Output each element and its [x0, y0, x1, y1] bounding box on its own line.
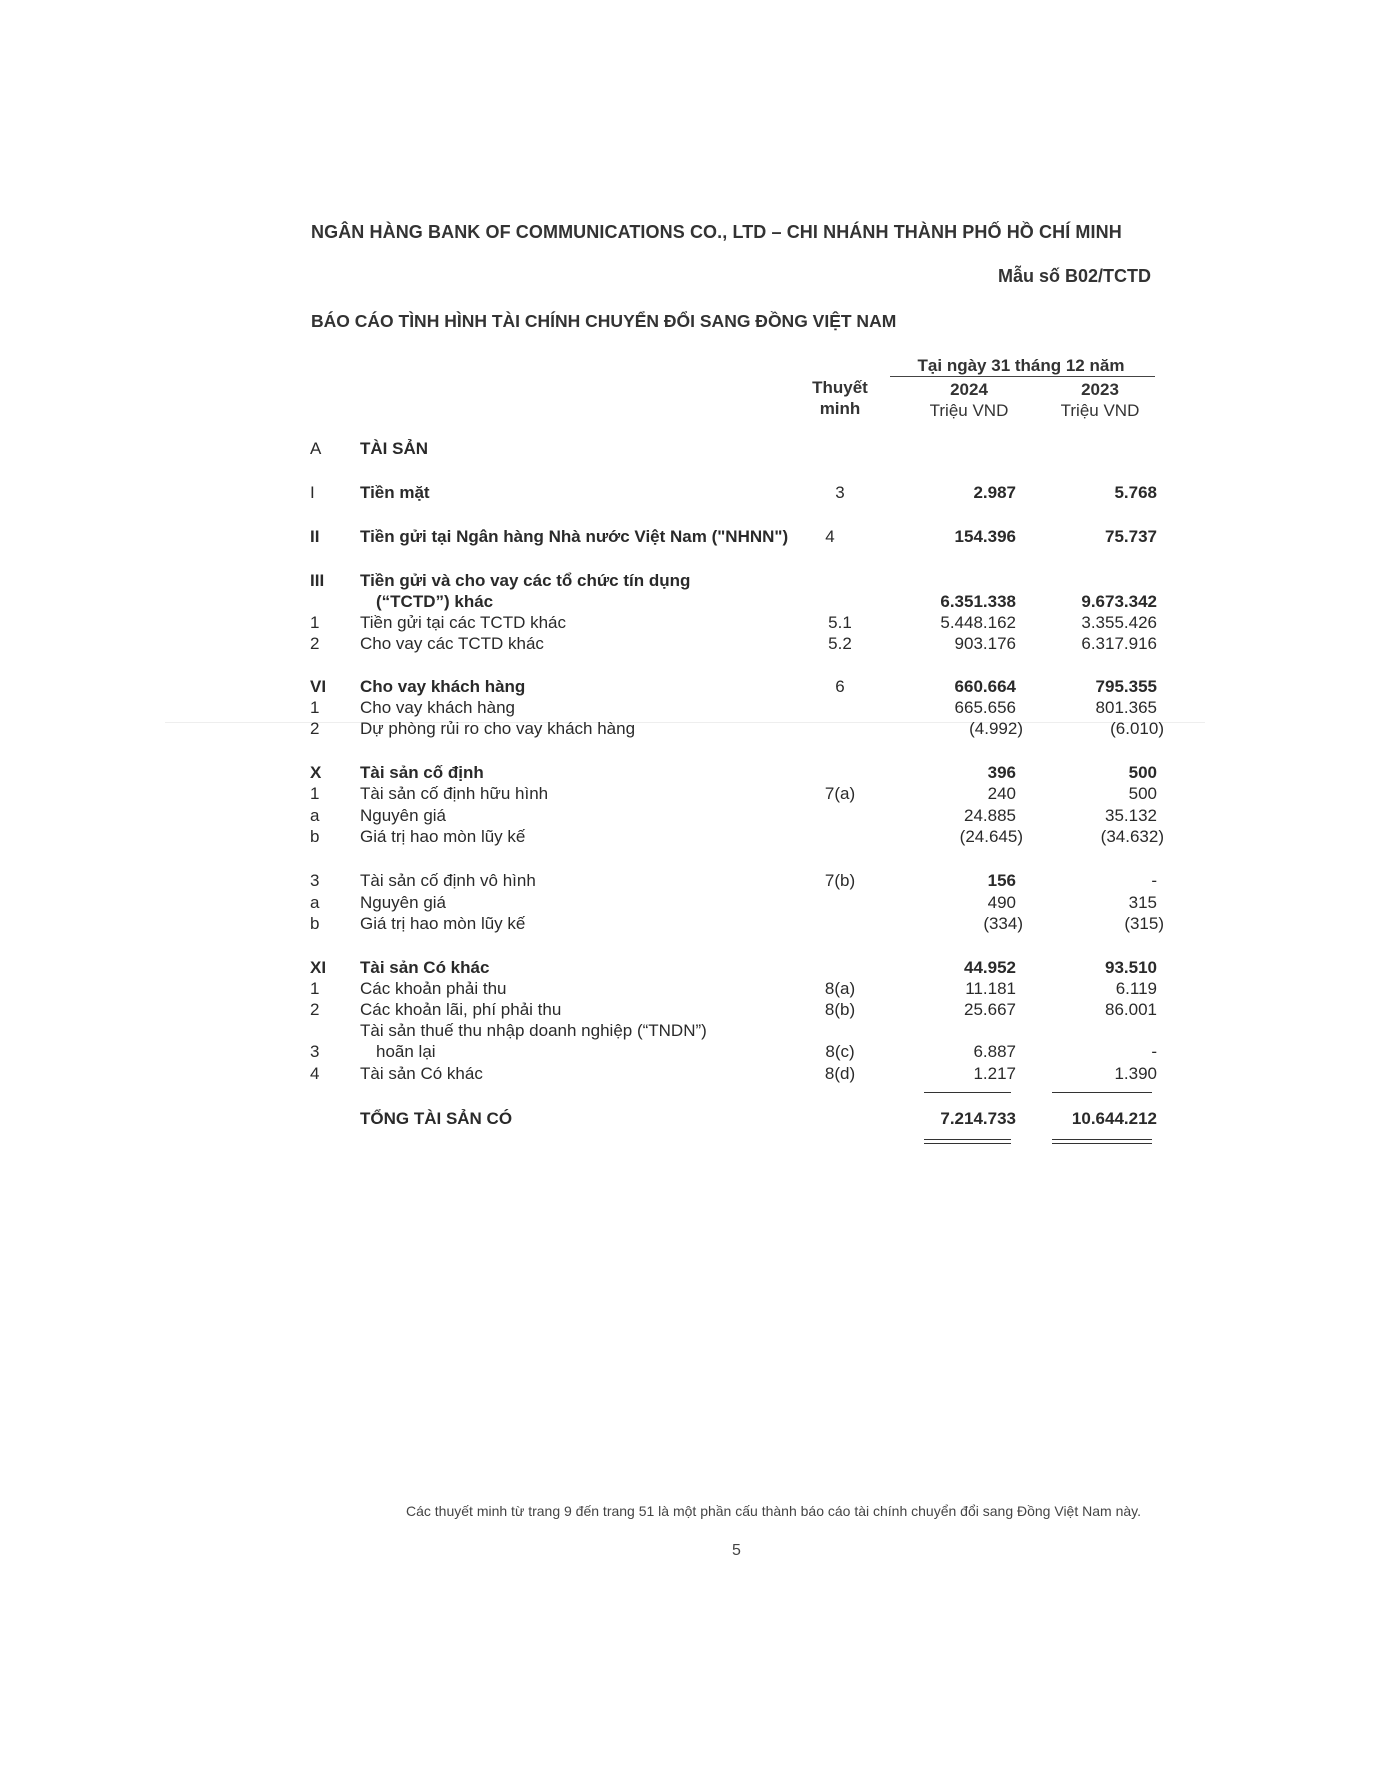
row-value-2024: 5.448.162	[940, 613, 1016, 632]
row-description: Tiền gửi tại Ngân hàng Nhà nước Việt Nam ("NHNN")	[360, 527, 789, 546]
row-value-2023: 9.673.342	[1081, 592, 1157, 611]
row-description: Tài sản Có khác	[360, 1064, 483, 1083]
row-description: Cho vay các TCTD khác	[360, 634, 544, 653]
table-row	[0, 1041, 1377, 1063]
row-value-2024: 660.664	[954, 677, 1016, 696]
row-description: Tài sản thuế thu nhập doanh nghiệp (“TNDN”)	[360, 1021, 707, 1040]
table-row	[0, 570, 1377, 592]
row-value-2024: 6.887	[973, 1042, 1016, 1061]
row-value-2024: 25.667	[964, 1000, 1016, 1019]
row-code: 1	[310, 613, 320, 632]
row-code: 3	[310, 1042, 320, 1061]
note-header-line2: minh	[819, 399, 861, 418]
row-value-2023: 75.737	[1105, 527, 1157, 546]
bank-name: NGÂN HÀNG BANK OF COMMUNICATIONS CO., LTD – CHI NHÁNH THÀNH PHỐ HỒ CHÍ MINH	[311, 222, 1122, 242]
row-description: Tài sản cố định vô hình	[360, 871, 536, 890]
row-value-2024: 396	[987, 763, 1016, 782]
table-row	[0, 482, 1377, 504]
row-description: Các khoản phải thu	[360, 979, 507, 998]
row-note: 5.2	[828, 634, 852, 653]
row-code: 1	[310, 698, 320, 717]
row-value-2024: 490	[987, 893, 1016, 912]
row-code: X	[310, 763, 322, 782]
table-row	[0, 633, 1377, 655]
row-code: I	[310, 483, 315, 502]
row-value-2024: 1.217	[973, 1064, 1016, 1083]
unit-2024-label: Triệu VND	[929, 401, 1009, 420]
row-value-2024: (4.992)	[969, 719, 1023, 738]
subtotal-line-2023	[1052, 1092, 1152, 1093]
row-value-2024: 24.885	[964, 806, 1016, 825]
row-description: (“TCTD”) khác	[376, 592, 494, 611]
row-description: Tài sản cố định	[360, 763, 484, 782]
table-row	[0, 526, 1377, 548]
note-column-header	[800, 377, 880, 419]
row-description: Nguyên giá	[360, 806, 447, 825]
row-note: 8(d)	[824, 1064, 856, 1083]
table-row	[0, 438, 1377, 460]
page-number: 5	[732, 1542, 741, 1559]
row-description: Cho vay khách hàng	[360, 698, 515, 717]
row-value-2024: 665.656	[954, 698, 1016, 717]
row-value-2023: 6.317.916	[1081, 634, 1157, 653]
row-value-2023: (315)	[1124, 914, 1164, 933]
table-row	[0, 612, 1377, 634]
report-title: BÁO CÁO TÌNH HÌNH TÀI CHÍNH CHUYỂN ĐỔI SANG ĐỒNG VIỆT NAM	[311, 311, 897, 331]
row-code: VI	[310, 677, 327, 696]
row-code: 4	[310, 1064, 320, 1083]
row-description: Nguyên giá	[360, 893, 447, 912]
form-code: Mẫu số B02/TCTD	[997, 266, 1151, 286]
row-value-2024: (334)	[983, 914, 1023, 933]
footnote: Các thuyết minh từ trang 9 đến trang 51 là một phần cấu thành báo cáo tài chính chuyển đổi sang Đồng Việt Nam này.	[406, 1503, 1141, 1519]
total-assets-label: TỔNG TÀI SẢN CÓ	[360, 1109, 513, 1128]
row-value-2023: 500	[1128, 784, 1157, 803]
row-value-2023: 3.355.426	[1081, 613, 1157, 632]
table-row	[0, 913, 1377, 935]
row-value-2023: 1.390	[1114, 1064, 1157, 1083]
total-row	[0, 1108, 1377, 1130]
table-row	[0, 870, 1377, 892]
row-value-2023: 795.355	[1095, 677, 1157, 696]
row-code: 3	[310, 871, 320, 890]
double-underline-2024-a	[924, 1139, 1011, 1140]
row-value-2023: -	[1151, 1042, 1157, 1061]
row-value-2023: (6.010)	[1110, 719, 1164, 738]
row-code: a	[310, 806, 320, 825]
row-note: 3	[835, 483, 845, 502]
row-code: 2	[310, 634, 320, 653]
period-underline	[890, 376, 1155, 377]
row-note: 4	[825, 527, 835, 546]
row-value-2023: 315	[1128, 893, 1157, 912]
table-row	[0, 892, 1377, 914]
table-row	[0, 762, 1377, 784]
row-code: 1	[310, 784, 320, 803]
table-row	[0, 676, 1377, 698]
row-value-2024: (24.645)	[959, 827, 1023, 846]
row-value-2023: 93.510	[1105, 958, 1157, 977]
row-description: Giá trị hao mòn lũy kế	[360, 914, 526, 933]
year-2023-label: 2023	[1081, 380, 1119, 399]
year-2023-header	[1043, 379, 1157, 421]
double-underline-2023-b	[1052, 1143, 1152, 1144]
row-value-2024: 11.181	[965, 979, 1016, 998]
row-value-2024: 6.351.338	[940, 592, 1016, 611]
table-row	[0, 1020, 1377, 1042]
row-value-2023: (34.632)	[1100, 827, 1164, 846]
row-value-2024: 44.952	[964, 958, 1016, 977]
table-row	[0, 826, 1377, 848]
row-description: Dự phòng rủi ro cho vay khách hàng	[360, 719, 636, 738]
note-header-line1: Thuyết	[812, 378, 868, 397]
row-code: A	[310, 439, 322, 458]
row-value-2023: 801.365	[1095, 698, 1157, 717]
row-value-2024: 903.176	[954, 634, 1016, 653]
table-row	[0, 999, 1377, 1021]
row-description: Tài sản Có khác	[360, 958, 490, 977]
total-value-2023: 10.644.212	[1071, 1109, 1157, 1128]
row-description: Tiền mặt	[360, 483, 430, 502]
year-2024-header	[912, 379, 1026, 421]
table-row	[0, 957, 1377, 979]
row-value-2023: 35.132	[1105, 806, 1157, 825]
table-row	[0, 718, 1377, 740]
row-value-2023: 5.768	[1114, 483, 1157, 502]
row-code: 2	[310, 719, 320, 738]
row-value-2023: 6.119	[1115, 979, 1157, 998]
row-note: 8(b)	[824, 1000, 856, 1019]
row-value-2024: 154.396	[954, 527, 1016, 546]
row-code: a	[310, 893, 320, 912]
row-description: Giá trị hao mòn lũy kế	[360, 827, 526, 846]
row-note: 8(c)	[825, 1042, 855, 1061]
row-note: 8(a)	[824, 979, 856, 998]
row-code: b	[310, 914, 320, 933]
row-description: Tiền gửi và cho vay các tổ chức tín dụng	[360, 571, 691, 590]
row-note: 6	[835, 677, 845, 696]
unit-2023-label: Triệu VND	[1060, 401, 1140, 420]
table-row	[0, 591, 1377, 613]
row-value-2023: 500	[1128, 763, 1157, 782]
row-note: 7(b)	[824, 871, 856, 890]
row-value-2024: 240	[987, 784, 1016, 803]
table-row	[0, 978, 1377, 1000]
table-row	[0, 697, 1377, 719]
row-description: Tài sản cố định hữu hình	[360, 784, 549, 803]
row-value-2024: 156	[987, 871, 1016, 890]
row-code: XI	[310, 958, 327, 977]
table-row	[0, 783, 1377, 805]
row-code: III	[310, 571, 325, 590]
table-row	[0, 805, 1377, 827]
row-value-2023: -	[1151, 871, 1157, 890]
table-row	[0, 1063, 1377, 1085]
row-value-2023: 86.001	[1105, 1000, 1157, 1019]
period-label: Tại ngày 31 tháng 12 năm	[917, 356, 1125, 375]
row-description: TÀI SẢN	[360, 439, 428, 458]
row-description: Các khoản lãi, phí phải thu	[360, 1000, 562, 1019]
row-note: 7(a)	[824, 784, 856, 803]
double-underline-2023-a	[1052, 1139, 1152, 1140]
subtotal-line-2024	[924, 1092, 1011, 1093]
double-underline-2024-b	[924, 1143, 1011, 1144]
row-description: hoãn lại	[376, 1042, 436, 1061]
row-description: Tiền gửi tại các TCTD khác	[360, 613, 567, 632]
row-code: 1	[310, 979, 320, 998]
row-note: 5.1	[828, 613, 852, 632]
row-code: b	[310, 827, 320, 846]
row-description: Cho vay khách hàng	[360, 677, 526, 696]
total-value-2024: 7.214.733	[940, 1109, 1016, 1128]
row-value-2024: 2.987	[973, 483, 1016, 502]
year-2024-label: 2024	[950, 380, 988, 399]
row-code: 2	[310, 1000, 320, 1019]
row-code: II	[310, 527, 320, 546]
